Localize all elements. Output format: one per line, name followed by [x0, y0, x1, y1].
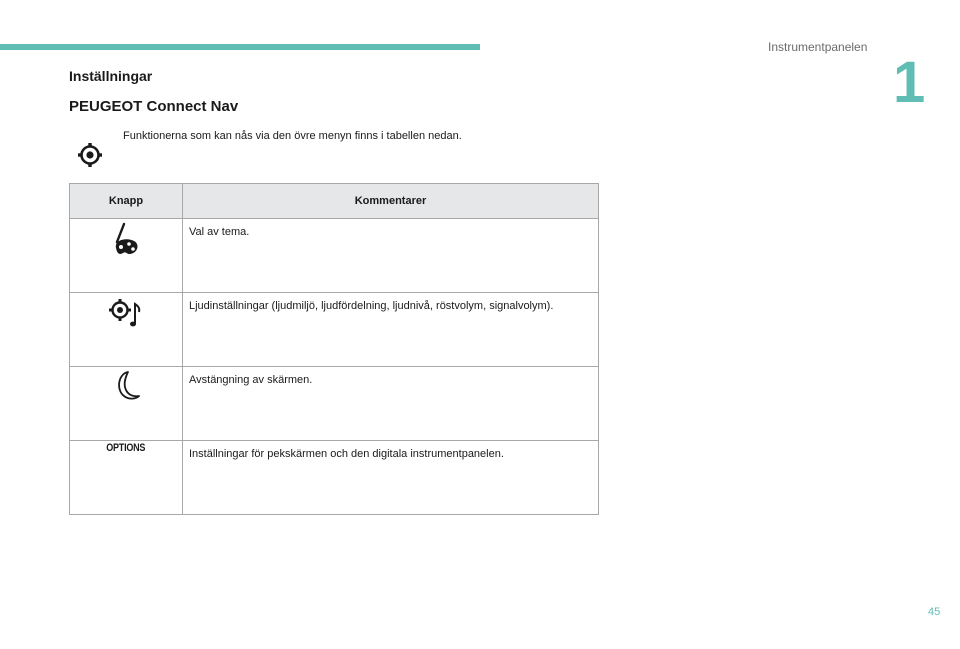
page-title: Inställningar: [69, 68, 153, 84]
table-row: [70, 367, 599, 441]
gear-icon: [76, 141, 104, 169]
comment-cell: Inställningar för pekskärmen och den digitala instrumentpanelen.: [183, 441, 599, 515]
table-row: [70, 441, 599, 515]
page-subtitle: PEUGEOT Connect Nav: [69, 98, 239, 115]
button-cell: [70, 219, 183, 293]
comment-cell: Avstängning av skärmen.: [183, 367, 599, 441]
table-row: [70, 293, 599, 367]
button-cell: [70, 441, 183, 515]
table-header-row: [70, 184, 599, 219]
column-header-kommentarer: Kommentarer: [183, 184, 599, 219]
button-cell: [70, 367, 183, 441]
comment-cell: Ljudinställningar (ljudmiljö, ljudfördelning, ljudnivå, röstvolym, signalvolym).: [183, 293, 599, 367]
table-row: [70, 219, 599, 293]
section-label: Instrumentpanelen: [768, 40, 868, 54]
settings-table: [69, 183, 599, 515]
moon-icon: [110, 368, 142, 404]
accent-bar: [0, 44, 480, 50]
button-cell: [70, 293, 183, 367]
intro-text: Funktionerna som kan nås via den övre menyn finns i tabellen nedan.: [123, 130, 462, 142]
chapter-number: 1: [893, 50, 926, 115]
gear-music-icon: [106, 294, 146, 330]
column-header-knapp: Knapp: [70, 184, 183, 219]
palette-icon: [110, 220, 142, 260]
comment-cell: Val av tema.: [183, 219, 599, 293]
options-label: OPTIONS: [106, 442, 146, 454]
page-number: 45: [928, 606, 941, 618]
